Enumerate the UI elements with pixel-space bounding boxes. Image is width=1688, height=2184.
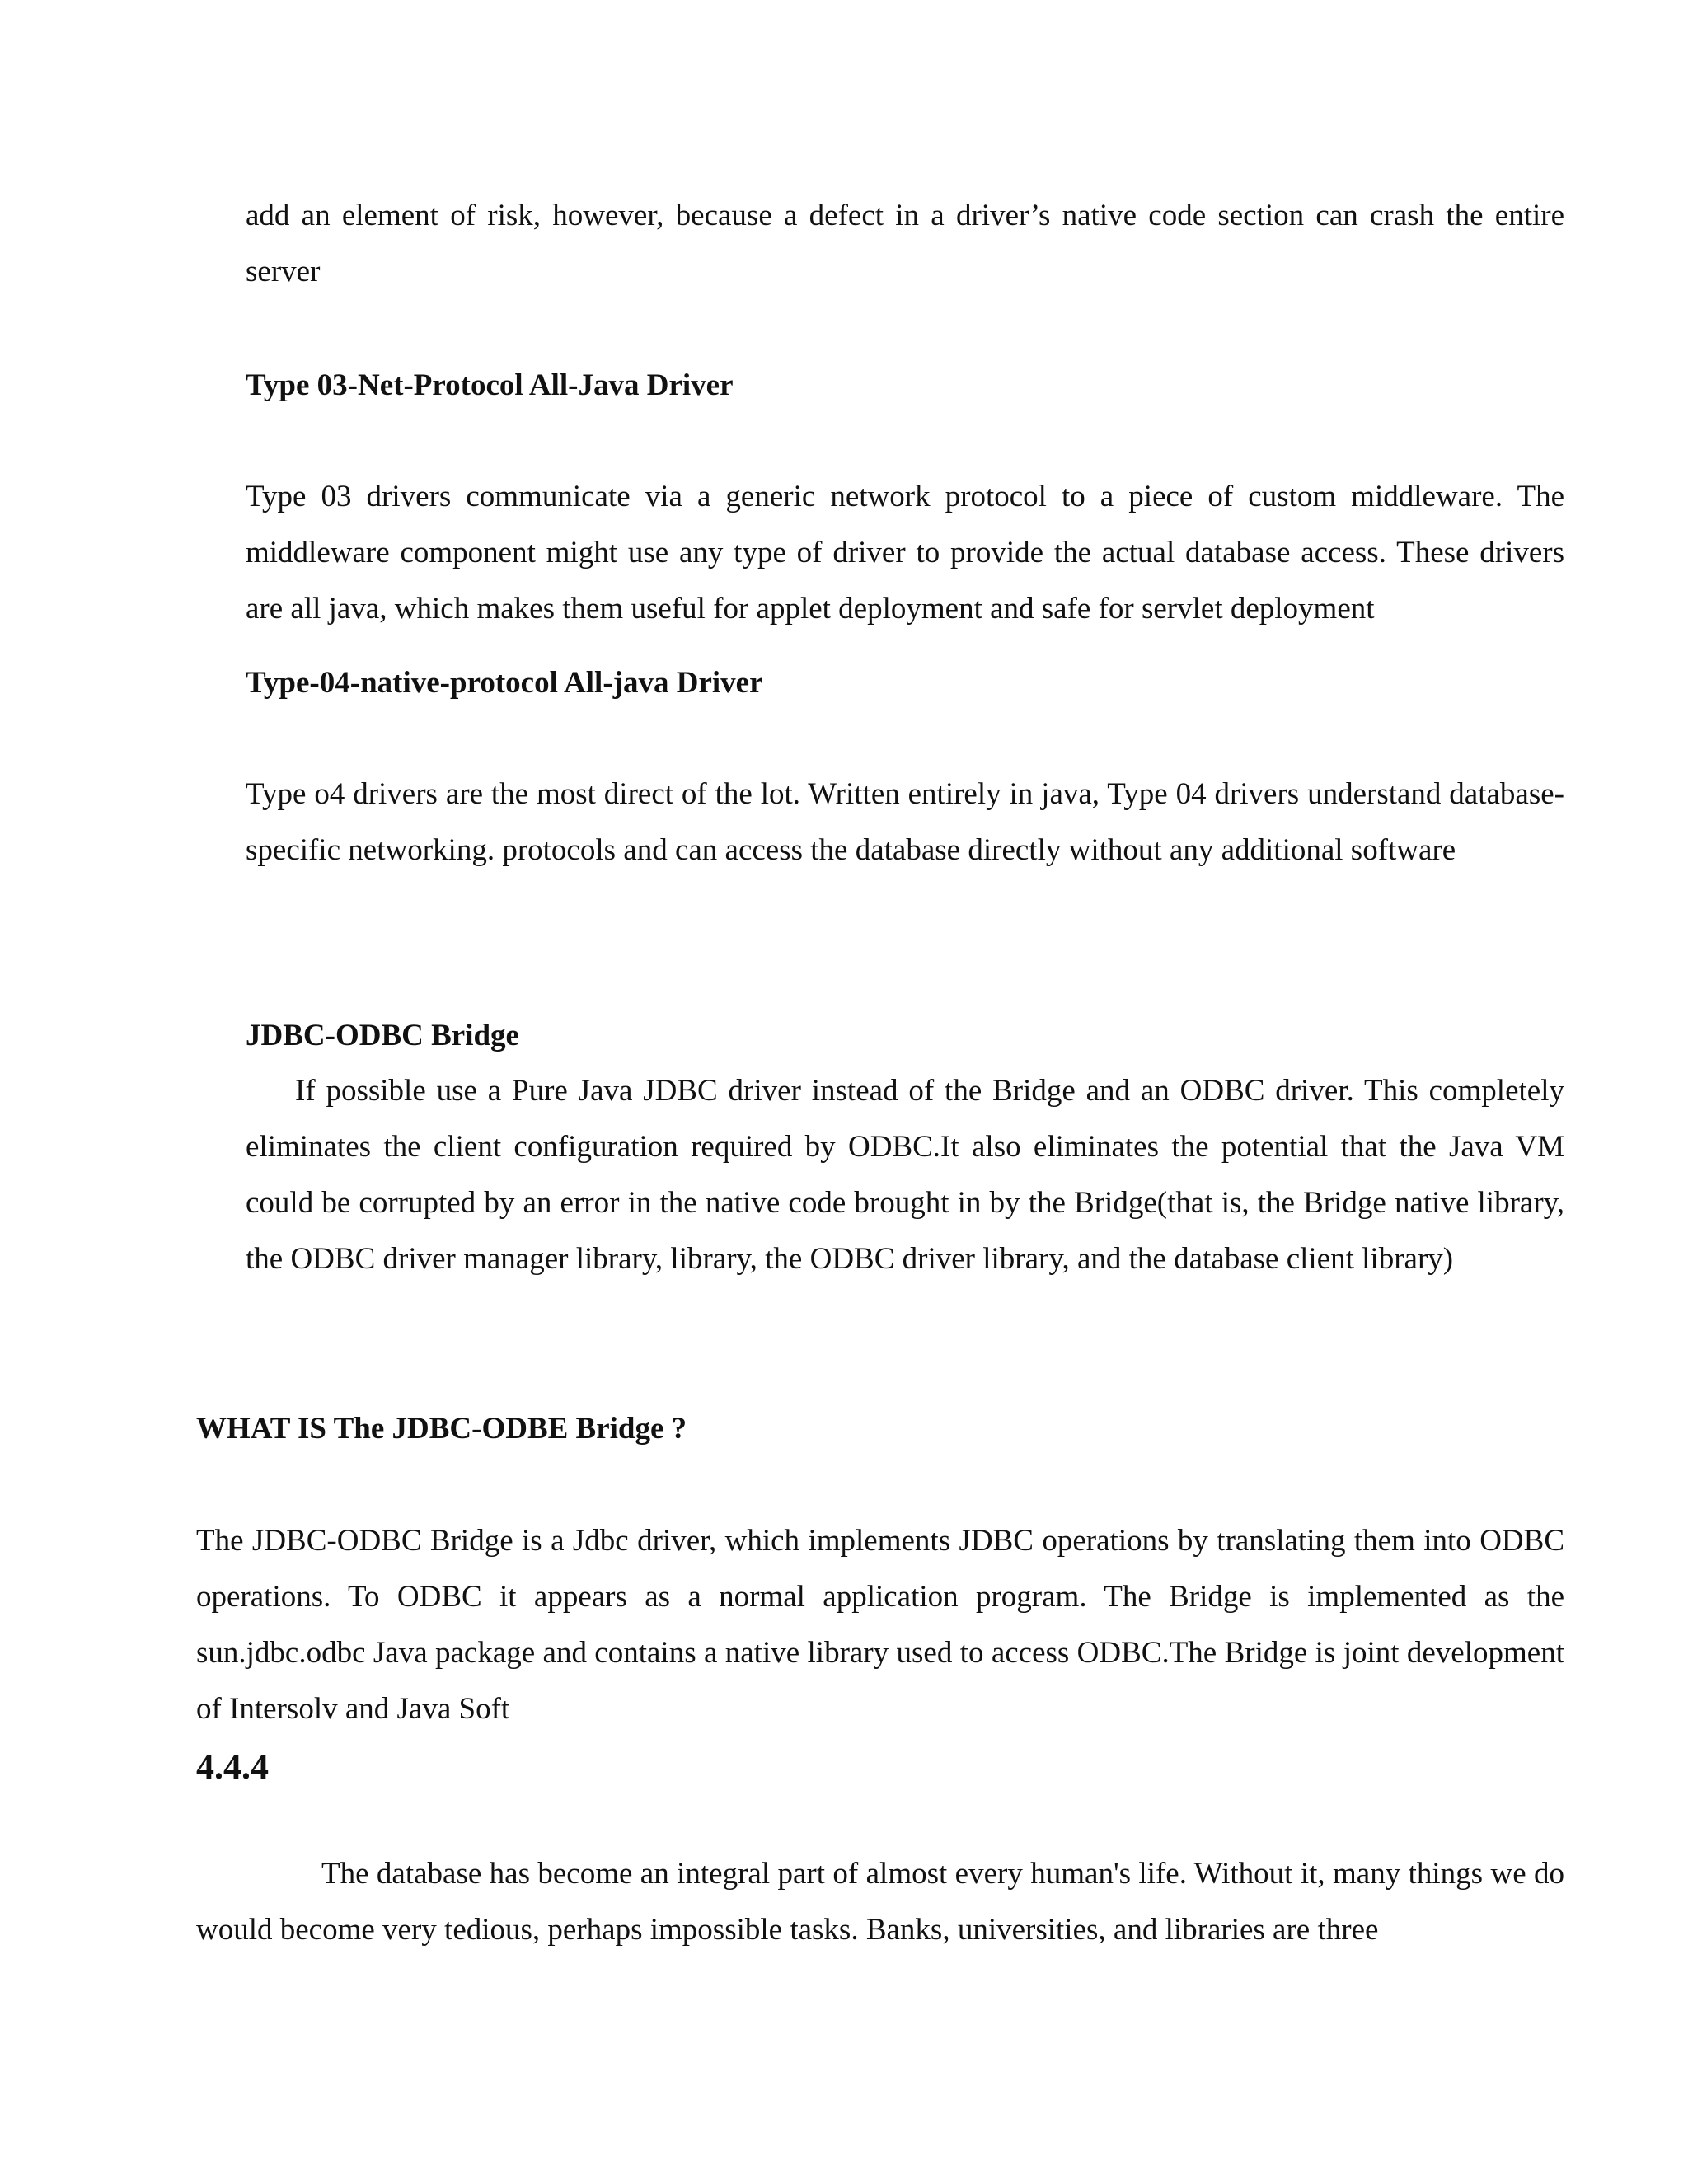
heading-type-03: Type 03-Net-Protocol All-Java Driver bbox=[246, 368, 734, 402]
paragraph-driver-risk: add an element of risk, however, because a defect in a driver’s native code section can crash the entire server bbox=[246, 199, 1564, 288]
heading-jdbc-odbc-bridge: JDBC-ODBC Bridge bbox=[246, 1019, 519, 1052]
section-number: 4.4.4 bbox=[196, 1746, 269, 1787]
heading-type-04: Type-04-native-protocol All-java Driver bbox=[246, 666, 763, 700]
paragraph-type-03: Type 03 drivers communicate via a generic network protocol to a piece of custom middleware. The middleware component might use any type of driver to provide the actual database access. These drivers are all java, which makes them useful for applet deployment and safe for servlet deployment bbox=[246, 480, 1564, 626]
paragraph-database: The database has become an integral part of almost every human's life. Without it, many things we do would become very tedious, perhaps impossible tasks. Banks, universities, and libraries are three bbox=[196, 1857, 1564, 1947]
paragraph-type-04: Type o4 drivers are the most direct of the lot. Written entirely in java, Type 04 drivers understand database-specific networking. protocols and can access the database directly without any additional software bbox=[246, 777, 1564, 867]
heading-what-is-bridge: WHAT IS The JDBC-ODBE Bridge ? bbox=[196, 1412, 687, 1446]
paragraph-jdbc-odbc-bridge: If possible use a Pure Java JDBC driver instead of the Bridge and an ODBC driver. This completely eliminates the client configuration required by ODBC.It also eliminates the potential that the Java VM could be corrupted by an error in the native code brought in by the Bridge(that is, the Bridge native library, the ODBC driver manager library, library, the ODBC driver library, and the database client library) bbox=[246, 1074, 1564, 1276]
paragraph-what-is-bridge: The JDBC-ODBC Bridge is a Jdbc driver, which implements JDBC operations by translating them into ODBC operations. To ODBC it appears as a normal application program. The Bridge is implemented as the sun.jdbc.odbc Java package and contains a native library used to access ODBC.The Bridge is joint development of Intersolv and Java Soft bbox=[196, 1524, 1564, 1726]
